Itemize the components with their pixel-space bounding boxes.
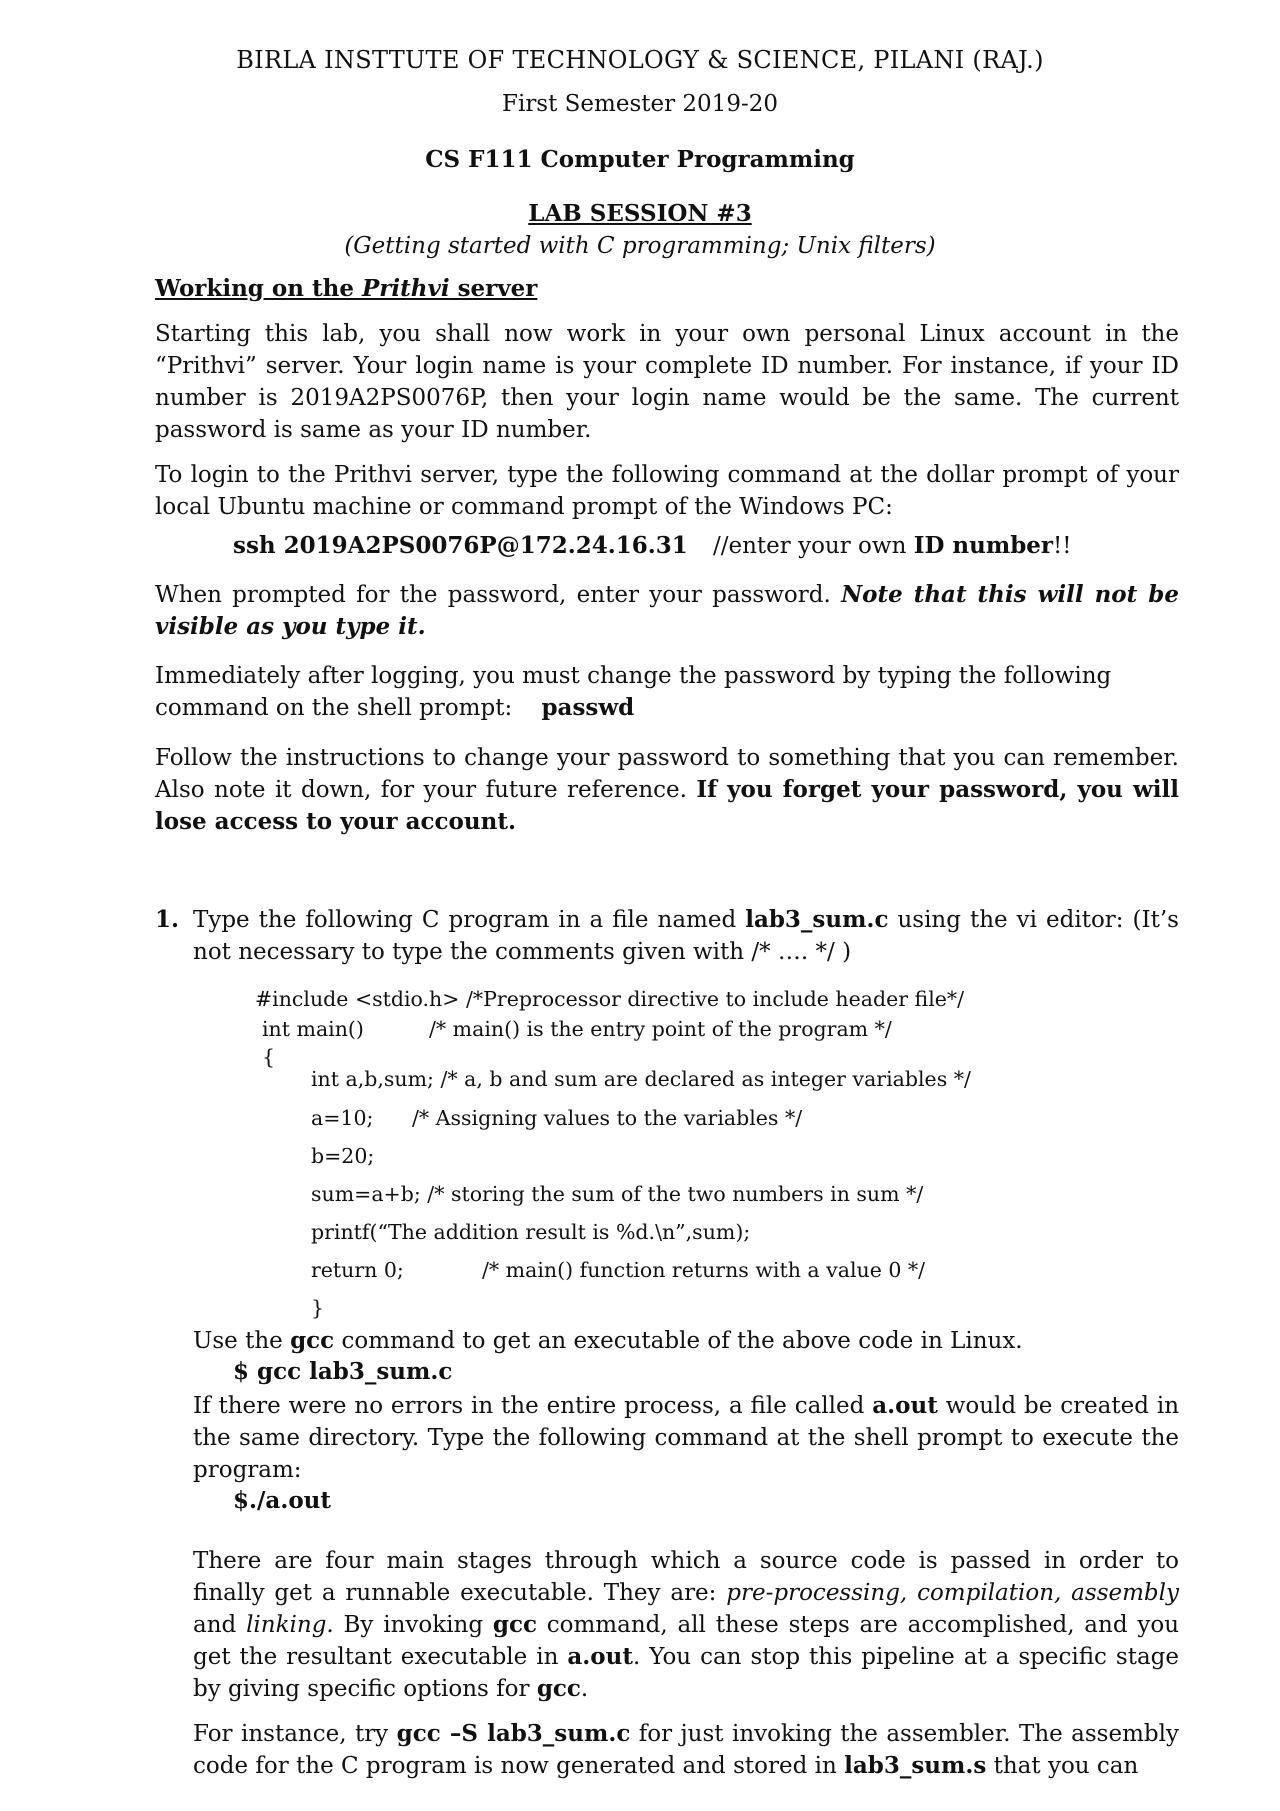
if-aout: a.out [872, 1392, 938, 1419]
instance-bold-1: gcc –S lab3_sum.c [396, 1720, 631, 1747]
stages-text-2: and [193, 1612, 247, 1638]
paragraph-change-password [155, 660, 1179, 724]
code-line-3: { [262, 1045, 276, 1069]
p5-text: Follow the instructions to change your password to something that you can remember. Also note it down, for your future reference. [155, 745, 1179, 803]
ssh-command: ssh 2019A2PS0076P@172.24.16.31 [233, 532, 688, 559]
if-text-1: If there were no errors in the entire process, a file called [193, 1393, 873, 1419]
section-heading [155, 275, 537, 302]
stages-text-3: By invoking [333, 1612, 493, 1638]
ssh-comment-bold: ID number [913, 532, 1054, 559]
code-line-9a: return 0; [311, 1258, 404, 1282]
stages-italic-1: pre-processing, compilation, assembly [726, 1580, 1179, 1606]
code-line-10: } [311, 1296, 325, 1320]
q1-text-1: Type the following C program in a file named [193, 907, 746, 933]
code-line-5a: a=10; [311, 1106, 374, 1130]
p3-note: Note that this will not be visible as you type it. [155, 581, 1179, 640]
passwd-command: passwd [541, 694, 635, 721]
code-line-4: int a,b,sum; /* a, b and sum are declared as integer variables */ [311, 1067, 971, 1091]
paragraph-login-howto: To login to the Prithvi server, type the following command at the dollar prompt of your local Ubuntu machine or command prompt of the Windows PC: [155, 462, 1179, 520]
code-line-2b: /* main() is the entry point of the program */ [429, 1017, 892, 1041]
paragraph-login-intro: Starting this lab, you shall now work in your own personal Linux account in the “Prithvi” server. Your login name is your complete ID number. For instance, if your ID number is 2019A2PS0076P, then your login name would be the same. The current password is same as your ID number. [155, 321, 1179, 443]
use-text-1: Use the [193, 1328, 291, 1354]
question-number: 1. [155, 906, 180, 933]
heading-post: server [449, 275, 538, 302]
code-line-2a: int main() [262, 1017, 364, 1041]
if-text-2: would be created in the same directory. Type the following command at the shell prompt to execute the program: [193, 1393, 1180, 1483]
instance-text-2: for just invoking the assembler. The assembly code for the C program is now generated and stored in [193, 1721, 1179, 1779]
paragraph-stages [193, 1545, 1179, 1705]
question-text [193, 904, 1179, 968]
paragraph-use-gcc [193, 1325, 1179, 1357]
code-line-6: b=20; [311, 1144, 375, 1168]
lab-title [0, 200, 1280, 227]
stages-text-1: There are four main stages through which a source code is passed in order to finally get a runnable executable. They are: [193, 1548, 1179, 1606]
stages-bold-3: gcc [536, 1675, 581, 1702]
lab-title-text: LAB SESSION #3 [528, 200, 752, 227]
code-line-7: sum=a+b; /* storing the sum of the two numbers in sum */ [311, 1182, 924, 1206]
paragraph-instance [193, 1718, 1179, 1782]
paragraph-password-prompt [155, 579, 1179, 643]
heading-italic: Prithvi [361, 275, 450, 302]
ssh-comment-post: !! [1053, 533, 1072, 559]
q1-text-2: using the vi editor: (It’s not necessary to type the comments given with /* …. */ ) [193, 907, 1179, 965]
stages-bold-2: a.out [567, 1643, 633, 1670]
paragraph-follow-instructions [155, 742, 1179, 838]
instance-text-3: that you can [986, 1753, 1139, 1779]
p5-warning: If you forget your password, you will lose access to your account. [155, 776, 1179, 835]
heading-pre: Working on the [155, 275, 362, 302]
institute-name: BIRLA INSTTUTE OF TECHNOLOGY & SCIENCE, PILANI (RAJ.) [236, 46, 1044, 74]
p3-text: When prompted for the password, enter your password. [155, 582, 842, 608]
use-text-2: command to get an executable of the above code in Linux. [334, 1328, 1023, 1354]
stages-bold-1: gcc [492, 1611, 537, 1638]
use-gcc: gcc [290, 1327, 335, 1354]
run-command: $./a.out [233, 1487, 332, 1514]
gcc-command: $ gcc lab3_sum.c [233, 1358, 453, 1385]
ssh-command-line [233, 532, 1072, 559]
code-line-1: #include <stdio.h> /*Preprocessor directive to include header file*/ [255, 987, 965, 1011]
stages-text-4: command, all these steps are accomplished, and you get the resultant executable in [193, 1612, 1180, 1670]
ssh-comment-pre: //enter your own [713, 533, 914, 559]
code-line-9b: /* main() function returns with a value 0 */ [482, 1258, 926, 1282]
stages-text-5: . You can stop this pipeline at a specific stage by giving specific options for [193, 1644, 1179, 1702]
course-title: CS F111 Computer Programming [425, 146, 855, 173]
code-line-8: printf(“The addition result is %d.\n”,sum); [311, 1220, 751, 1244]
stages-italic-2: linking. [246, 1612, 334, 1638]
ssh-comment [713, 532, 1072, 559]
paragraph-no-errors [193, 1390, 1179, 1486]
code-line-5b: /* Assigning values to the variables */ [412, 1106, 803, 1130]
lab-subtitle: (Getting started with C programming; Unix filters) [344, 233, 936, 259]
stages-text-6: . [580, 1676, 589, 1702]
instance-text-1: For instance, try [193, 1721, 397, 1747]
q1-filename: lab3_sum.c [745, 906, 889, 933]
p4-text: Immediately after logging, you must change the password by typing the following command on the shell prompt: [155, 663, 1112, 721]
semester: First Semester 2019-20 [502, 91, 778, 117]
instance-bold-2: lab3_sum.s [844, 1752, 987, 1779]
